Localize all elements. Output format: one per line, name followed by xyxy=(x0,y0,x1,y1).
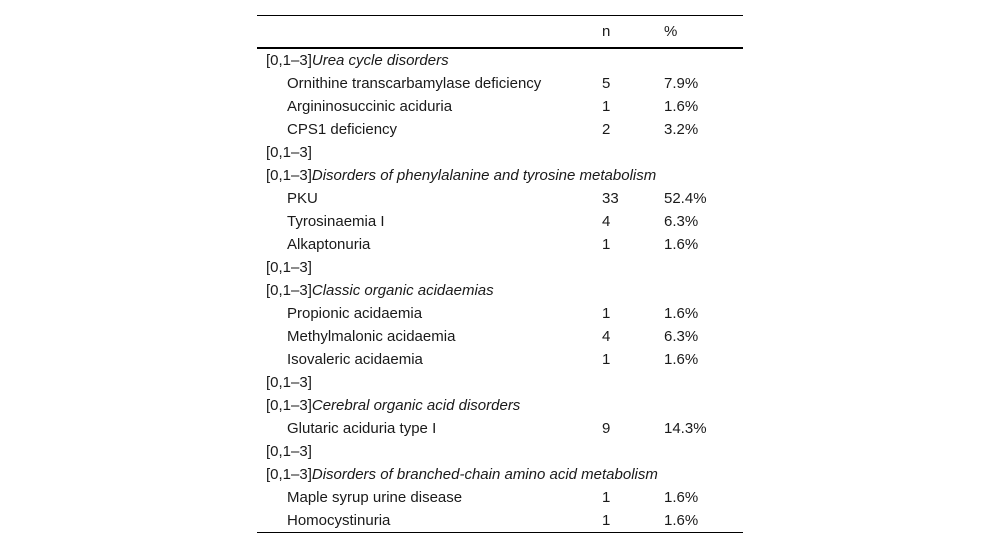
count-value: 33 xyxy=(602,190,619,207)
percent-value: 1.6% xyxy=(664,236,699,253)
group-header-cell xyxy=(257,394,743,417)
group-header-row xyxy=(257,164,743,187)
disorder-name: Homocystinuria xyxy=(257,509,601,533)
table-row xyxy=(257,118,743,141)
header-percent: % xyxy=(660,16,743,49)
percent-value: 52.4% xyxy=(664,190,707,207)
disorder-name: Argininosuccinic aciduria xyxy=(287,98,453,115)
percent-value: 3.2% xyxy=(664,121,699,138)
table-row xyxy=(257,233,743,256)
disorder-name: CPS1 deficiency xyxy=(287,121,398,138)
percent-value: 1.6% xyxy=(664,98,699,115)
percent-value: 14.3% xyxy=(664,420,707,437)
spacer-row xyxy=(257,141,743,164)
percent-value: 1.6% xyxy=(664,489,699,506)
spacer-prefix: [0,1–3] xyxy=(266,374,312,391)
spacer-row xyxy=(257,256,743,279)
disorder-name: Maple syrup urine disease xyxy=(287,489,463,506)
table-row xyxy=(257,417,743,440)
table-row xyxy=(257,302,743,325)
header-n: n xyxy=(601,16,660,49)
disorders-table xyxy=(257,15,743,533)
group-prefix: [0,1–3] xyxy=(266,52,312,69)
count-value: 1 xyxy=(601,509,660,533)
count-value: 1 xyxy=(602,305,611,322)
table-header-row xyxy=(257,16,743,49)
table-row xyxy=(257,486,743,509)
group-header-cell xyxy=(257,463,743,486)
count-value: 1 xyxy=(602,489,611,506)
group-title: Urea cycle disorders xyxy=(311,52,449,69)
disorder-name: Glutaric aciduria type I xyxy=(287,420,437,437)
percent-value: 7.9% xyxy=(664,75,699,92)
disorder-name: Tyrosinaemia I xyxy=(287,213,385,230)
count-value: 1 xyxy=(602,236,611,253)
percent-value: 6.3% xyxy=(664,213,699,230)
count-value: 4 xyxy=(602,328,611,345)
disorder-name: Alkaptonuria xyxy=(287,236,371,253)
count-value: 1 xyxy=(602,98,611,115)
group-title: Disorders of branched-chain amino acid metabolism xyxy=(311,466,658,483)
group-header-row xyxy=(257,463,743,486)
group-header-cell xyxy=(257,279,743,302)
group-prefix: [0,1–3] xyxy=(266,282,312,299)
count-value: 2 xyxy=(602,121,611,138)
spacer-row xyxy=(257,440,743,463)
disorder-name: PKU xyxy=(287,190,318,207)
group-prefix: [0,1–3] xyxy=(266,167,312,184)
table-row xyxy=(257,325,743,348)
spacer-prefix: [0,1–3] xyxy=(266,443,312,460)
disorder-name: Ornithine transcarbamylase deficiency xyxy=(287,75,542,92)
percent-value: 1.6% xyxy=(664,305,699,322)
disorder-name: Isovaleric acidaemia xyxy=(287,351,423,368)
count-value: 1 xyxy=(602,351,611,368)
disorder-name: Propionic acidaemia xyxy=(287,305,423,322)
group-prefix: [0,1–3] xyxy=(266,466,312,483)
table-row xyxy=(257,348,743,371)
table-row xyxy=(257,95,743,118)
percent-value: 1.6% xyxy=(660,509,743,533)
table-body xyxy=(257,48,743,533)
disorder-name: Methylmalonic acidaemia xyxy=(287,328,456,345)
count-value: 9 xyxy=(602,420,611,437)
table-row xyxy=(257,72,743,95)
disorders-table-container xyxy=(257,15,743,533)
group-prefix: [0,1–3] xyxy=(266,397,312,414)
group-header-row xyxy=(257,394,743,417)
group-title: Classic organic acidaemias xyxy=(311,282,494,299)
spacer-prefix: [0,1–3] xyxy=(266,144,312,161)
spacer-prefix: [0,1–3] xyxy=(266,259,312,276)
group-header-cell xyxy=(257,164,743,187)
spacer-row xyxy=(257,371,743,394)
table-row xyxy=(257,187,743,210)
group-title: Disorders of phenylalanine and tyrosine metabolism xyxy=(311,167,657,184)
group-header-row xyxy=(257,279,743,302)
table-row xyxy=(257,509,743,533)
percent-value: 1.6% xyxy=(664,351,699,368)
header-label xyxy=(257,16,601,49)
group-header-row xyxy=(257,48,743,72)
group-header-cell xyxy=(257,48,743,72)
count-value: 4 xyxy=(602,213,611,230)
group-title: Cerebral organic acid disorders xyxy=(311,397,521,414)
percent-value: 6.3% xyxy=(664,328,699,345)
table-row xyxy=(257,210,743,233)
count-value: 5 xyxy=(602,75,611,92)
